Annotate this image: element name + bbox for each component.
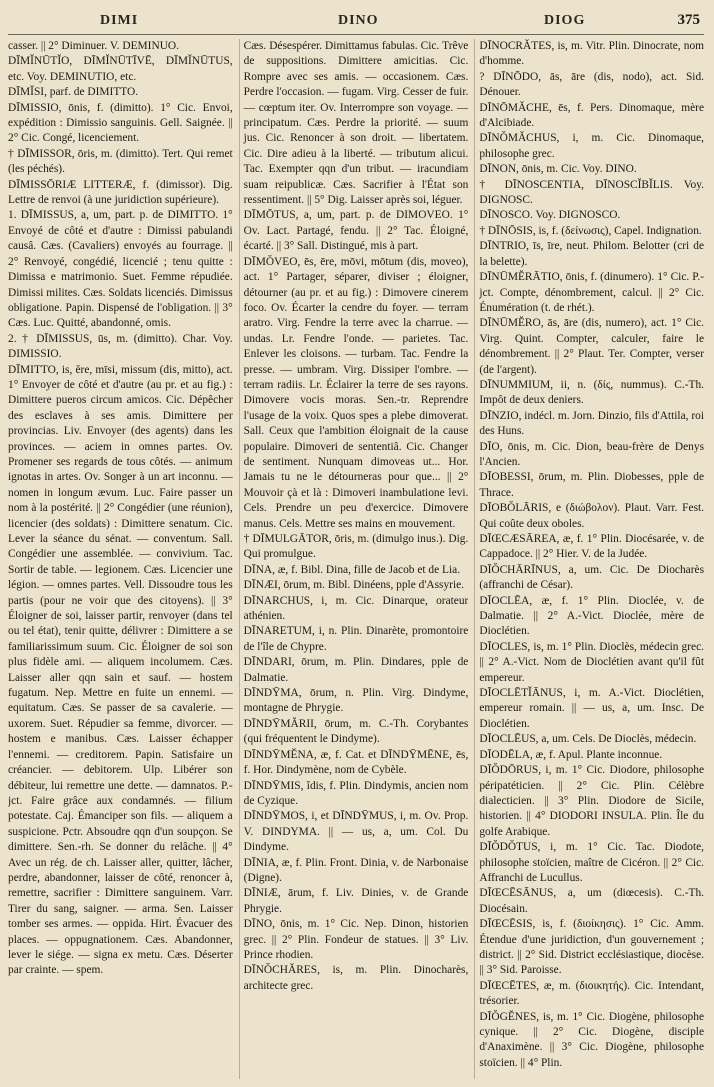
- dictionary-entry: DĪNDARI, ōrum, m. Plin. Dindares, pple de Dalmatie.: [243, 656, 469, 684]
- dictionary-entry: DĪMISSŌRIÆ LITTERÆ, f. (dimissor). Dig. Lettre de renvoi (à une juridiction supérieure).: [8, 178, 233, 207]
- dictionary-entry: casser. || 2° Diminuer. V. DEMINUO.: [8, 40, 179, 52]
- running-head-left: DIMI: [100, 13, 139, 28]
- dictionary-entry: Cæs. Désespérer. Dimittamus fabulas. Cic. Trêve de suppositions. Dimittere amicitias. Cic. Rompre avec ses amis. — occasionem. Cæs. Perdre l'occasion. — fugam. Virg. Cesser de fuir. — cœptum iter. Ov. Interrompre son voyage. — principatum. Cæs. Perdre la priorité. — suum jus. Cic. Renoncer à son droit. — libertatem. Cic. Dire adieu à la liberté. — tributum alicui. Tac. Exempter qqn d'un tribut. — iracundiam suam reipublicæ. Cæs. Sacrifier à l'État son ressentiment. || 5° Dig. Laisser après soi, léguer.: [243, 40, 469, 207]
- dictionary-entry: DĪŎCHĀRĪNUS, a, um. Cic. De Diocharès (affranchi de César).: [479, 563, 705, 592]
- dictionary-entry: DĪNOSCO. Voy. DIGNOSCO.: [479, 209, 621, 222]
- dictionary-entry: ? DĪNŌDO, ās, āre (dis, nodo), act. Sid. Dénouer.: [479, 70, 705, 99]
- dictionary-entry: DĪŒCĒSĀNUS, a, um (diœcesis). C.-Th. Diocésain.: [479, 887, 705, 915]
- dictionary-entry: DĪOBESSI, ōrum, m. Plin. Diobesses, pple de Thrace.: [479, 471, 705, 499]
- dictionary-entry: DĪNZIO, indécl. m. Jorn. Dinzio, fils d'Attila, roi des Huns.: [479, 409, 705, 438]
- dictionary-entry: DĪMISSIO, ōnis, f. (dimitto). 1° Cic. Envoi, expédition : Dimissio sanguinis. Gell. Saignée. || 2° Cic. Congé, licenciement.: [8, 101, 233, 145]
- text-columns: [8, 35, 704, 1079]
- dictionary-entry: DĪNIA, æ, f. Plin. Front. Dinia, v. de Narbonaise (Digne).: [243, 856, 469, 884]
- dictionary-entry: DĪMŌTUS, a, um, part. p. de DIMOVEO. 1° Ov. Lact. Partagé, fendu. || 2° Tac. Éloigné, écarté. || 3° Sall. Distingué, mis à part.: [243, 209, 469, 253]
- dictionary-entry: 2. † DĪMISSUS, ūs, m. (dimitto). Char. Voy. DIMISSIO.: [8, 332, 233, 361]
- dictionary-entry: DĪOCLES, is, m. 1° Plin. Dioclès, médecin grec. || 2° A.-Vict. Nom de Dioclétien avant qu'il fût empereur.: [479, 640, 705, 684]
- dictionary-entry: DĪNDȲMĔNA, æ, f. Cat. et DĪNDȲMĒNE, ēs, f. Hor. Dindymène, nom de Cybèle.: [243, 748, 469, 777]
- page-header: [8, 8, 704, 35]
- column-left: [8, 39, 233, 1079]
- dictionary-entry: DĪŎDŎTUS, i, m. 1° Cic. Tac. Diodote, philosophe stoïcien, maître de Cicéron. || 2° Cic. Affranchi de Lucullus.: [479, 841, 705, 884]
- dictionary-entry: DĪŎGĔNES, is, m. 1° Cic. Diogène, philosophe cynique. || 2° Cic. Diogène, disciple d'Anaximène. || 3° Cic. Diogène, philosophe stoïcien. || 4° Plin.: [479, 1010, 705, 1069]
- dictionary-entry: DĪNUMMIUM, ii, n. (δίς, nummus). C.-Th. Impôt de deux deniers.: [479, 378, 705, 407]
- dictionary-entry: DĪNON, ōnis, m. Cic. Voy. DINO.: [479, 163, 637, 176]
- dictionary-entry: DĪŒCĒTES, æ, m. (διοικητής). Cic. Intendant, trésorier.: [479, 979, 705, 1008]
- dictionary-entry: DĪNŪMĔRĀTIO, ōnis, f. (dinumero). 1° Cic. P.-jct. Compte, dénombrement, calcul. || 2° Cic. Énumération (t. de rhét.).: [479, 271, 705, 314]
- dictionary-entry: 1. DĪMISSUS, a, um, part. p. de DIMITTO. 1° Envoyé de côté et d'autre : Dimissi pabulandi causâ. Cæs. (Cavaliers) envoyés au fourrage. || 2° Renvoyé, congédié, licencié ; tenu quitte : Dimissa e matrimonio. Suet. Femme répudiée. Dimissi milites. Cæs. Soldats licenciés. Dimissus obligatione. Papin. Dispensé de l'obligation. || 3° Cæs. Luc. Quitté, abandonné, omis.: [8, 209, 233, 330]
- dictionary-entry: DĪNDȲMA, ōrum, n. Plin. Virg. Dindyme, montagne de Phrygie.: [243, 687, 469, 715]
- dictionary-entry: DĪNŎMĂCHUS, i, m. Cic. Dinomaque, philosophe grec.: [479, 132, 705, 160]
- dictionary-entry: DĪNO, ōnis, m. 1° Cic. Nep. Dinon, historien grec. || 2° Plin. Fondeur de statues. || 3° Liv. Prince rhodien.: [243, 918, 469, 961]
- dictionary-entry: DĪNDȲMIS, ĭdis, f. Plin. Dindymis, ancien nom de Cyzique.: [243, 779, 469, 807]
- dictionary-entry: DĪMITTO, is, ĕre, mīsi, missum (dis, mitto), act. 1° Envoyer de côté et d'autre (au pr. et au fig.) : Dimittere pueros circum amicos. Cic. Dépêcher des esclaves à ses amis. Dimittere per provincias. Liv. Envoyer (des agents) dans les provinces. — aciem in omnes partes. Ov. Promener ses regards de tous côtés. — animum ignotas in artes. Ov. Songer à un art inconnu. — nomen in longum ævum. Luc. Faire passer un nom à la postérité. || 2° Congédier (une réunion), licencier (des soldats) : Dimittere senatum. Cic. Lever la séance du sénat. — conventum. Sall. Congédier une assemblée. — convivium. Tac. Sortir de table. — legionem. Cæs. Licencier une légion. — omnes partes. Vell. Dissoudre tous les partis (pour ne voir que des citoyens). || 3° Éloigner de soi, laisser partir, renvoyer (dans tel ou tel état), tenir quitte, délivrer : Dimittere a se familiarissimum suum. Cic. Éloigner de soi son plus fidèle ami. — aliquem incolumem. Cæs. Laisser aller qqn sain et sauf. — hostem fugatum. Nep. Mettre en fuite un ennemi. — equitatum. Cæs. Se passer de sa cavalerie. — uxorem. Suet. Répudier sa femme, divorcer. — hostem e manibus. Cæs. Laisser échapper l'ennemi. — creditorem. Papin. Satisfaire un créancier. — debitorem. Ulp. Libérer son débiteur, lui remettre une dette. — damnatos. P.-jct. Faire grâce aux condamnés. — filium potestate. Caj. Émanciper son fils. — aliquem a suspicione. Pctr. Absoudre qqn d'un soupçon. Se dimittere. Sen.-rh. Se donner du relâche. || 4° Avec un rég. de ch. Laisser aller, quitter, lâcher, perdre, abandonner, laisser de côté, renoncer à, remettre, sacrifier : Dimittere sanguinem. Varr. Tirer du sang, saigner. — arma. Sen. Laisser tomber ses armes. — oppida. Hirt. Évacuer des places. — oppugnationem. Cæs. Abandonner, lever le siége. — signa ex metu. Cæs. Déserter par crainte. — spem.: [8, 363, 233, 977]
- dictionary-entry: † DĪMISSOR, ōris, m. (dimitto). Tert. Qui remet (les péchés).: [8, 147, 233, 176]
- dictionary-entry: † DĪMULGĀTOR, ōris, m. (dimulgo inus.). Dig. Qui promulgue.: [243, 533, 469, 561]
- dictionary-entry: DĪNŎCHĂRES, is, m. Plin. Dinocharès, architecte grec.: [243, 964, 469, 992]
- dictionary-entry: DĪOBŎLĀRIS, e (διώβολον). Plaut. Varr. Fest. Qui coûte deux oboles.: [479, 502, 705, 530]
- dictionary-entry: DĪNARETUM, i, n. Plin. Dinarète, promontoire de l'île de Chypre.: [243, 625, 469, 653]
- dictionary-entry: DĪNARCHUS, i, m. Cic. Dinarque, orateur athénien.: [243, 594, 469, 623]
- column-middle: [239, 39, 469, 1079]
- dictionary-entry: DĪO, ōnis, m. Cic. Dion, beau-frère de Denys l'Ancien.: [479, 440, 705, 468]
- dictionary-entry: DĪNŌMĂCHE, ēs, f. Pers. Dinomaque, mère d'Alcibiade.: [479, 101, 705, 130]
- dictionary-entry: DĪŒCĒSIS, is, f. (διοίκησις). 1° Cic. Amm. Étendue d'une juridiction, d'un gouvernement ; district. || 2° Sid. District ecclésiastique, diocèse. || 3° Sid. Paroisse.: [479, 918, 705, 977]
- dictionary-entry: DĪNDȲMOS, i, et DĪNDȲMUS, i, m. Ov. Prop. V. DINDYMA. || — us, a, um. Col. Du Dindyme.: [243, 810, 469, 854]
- dictionary-entry: DĪMĬSI, parf. de DIMITTO.: [8, 86, 139, 99]
- column-right: [474, 39, 704, 1079]
- dictionary-entry: † DĪNŌSIS, is, f. (δείνωσις), Capel. Indignation.: [479, 224, 702, 237]
- dictionary-entry: DĪNŪMĔRO, ās, āre (dis, numero), act. 1° Cic. Virg. Quint. Compter, calculer, faire le dénombrement. || 2° Plaut. Ter. Compter, verser (de l'argent).: [479, 317, 705, 376]
- dictionary-entry: DĪOCLĒTĬĀNUS, i, m. A.-Vict. Dioclétien, empereur romain. || — us, a, um. Insc. De Dioclétien.: [479, 687, 705, 730]
- running-head-center: DINO: [338, 13, 379, 28]
- dictionary-entry: DĪODĒLA, æ, f. Apul. Plante inconnue.: [479, 748, 663, 761]
- dictionary-entry: DĪNOCRĂTES, is, m. Vitr. Plin. Dinocrate, nom d'homme.: [479, 40, 705, 68]
- dictionary-entry: DĪNA, æ, f. Bibl. Dina, fille de Jacob et de Lia.: [243, 563, 461, 576]
- dictionary-entry: DĪNÆI, ōrum, m. Bibl. Dinéens, pple d'Assyrie.: [243, 579, 465, 592]
- dictionary-entry: DĪOCLĒA, æ, f. 1° Plin. Dioclée, v. de Dalmatie. || 2° A.-Vict. Dioclée, mère de Dioclétien.: [479, 594, 705, 638]
- dictionary-entry: DĪNTRIO, īs, īre, neut. Philom. Belotter (cri de la belette).: [479, 240, 705, 268]
- dictionary-entry: DĪMĬNŪTĬO, DĪMĬNŪTĪVĒ, DĪMĬNŪTUS, etc. Voy. DEMINUTIO, etc.: [8, 55, 233, 83]
- dictionary-entry: DĪŎDŌRUS, i, m. 1° Cic. Diodore, philosophe péripatéticien. || 2° Cic. Plin. Célèbre dialecticien. || 3° Plin. Diodore de Sicile, historien. || 4° DIODORI INSULA. Plin. Île du golfe Arabique.: [479, 764, 705, 838]
- dictionary-entry: DĪMŎVEO, ēs, ēre, mōvi, mōtum (dis, moveo), act. 1° Partager, séparer, diviser ; éloigner, détourner (au pr. et au fig.) : Dimovere cinerem foco. Ov. Écarter la cendre du foyer. — terram aratro. Virg. Fendre la terre avec la charrue. — undas. Lr. Fendre l'onde. — parietes. Tac. Enlever les cloisons. — turbam. Tac. Fendre la presse. — umbram. Virg. Dissiper l'ombre. — terram radiis. Lr. Éclairer la terre de ses rayons. Dimovere vocis moras. Sen.-tr. Reprendre l'usage de la voix. Quos spes a plebe dimoverat. Sall. Ceux que l'ambition éloignait de la cause populaire. Dimoveri de sententiâ. Cic. Changer de sentiment. Nunquam dimoveas ut... Hor. Jamais tu ne le détourneras pour que... || 2° Mouvoir çà et là : Dimoveri inambulatione levi. Cels. Prendre un peu d'exercice. Dimovere manus. Cels. Mettre ses mains en mouvement.: [243, 255, 469, 530]
- dictionary-entry: DĪOCLĒUS, a, um. Cels. De Dioclès, médecin.: [479, 733, 697, 746]
- dictionary-entry: DĪNIÆ, ārum, f. Liv. Dinies, v. de Grande Phrygie.: [243, 887, 469, 915]
- dictionary-entry: † DĪNOSCENTIA, DĪNOSCĬBĬLIS. Voy. DIGNOSC.: [479, 178, 705, 207]
- dictionary-entry: DĪŒCÆSĀREA, æ, f. 1° Plin. Diocésarée, v. de Cappadoce. || 2° Hier. V. de la Judée.: [479, 533, 705, 561]
- page-number: 375: [677, 12, 700, 28]
- dictionary-entry: DĪNDȲMĂRII, ōrum, m. C.-Th. Corybantes (qui fréquentent le Dindyme).: [243, 717, 469, 746]
- running-head-right: DIOG: [544, 13, 586, 28]
